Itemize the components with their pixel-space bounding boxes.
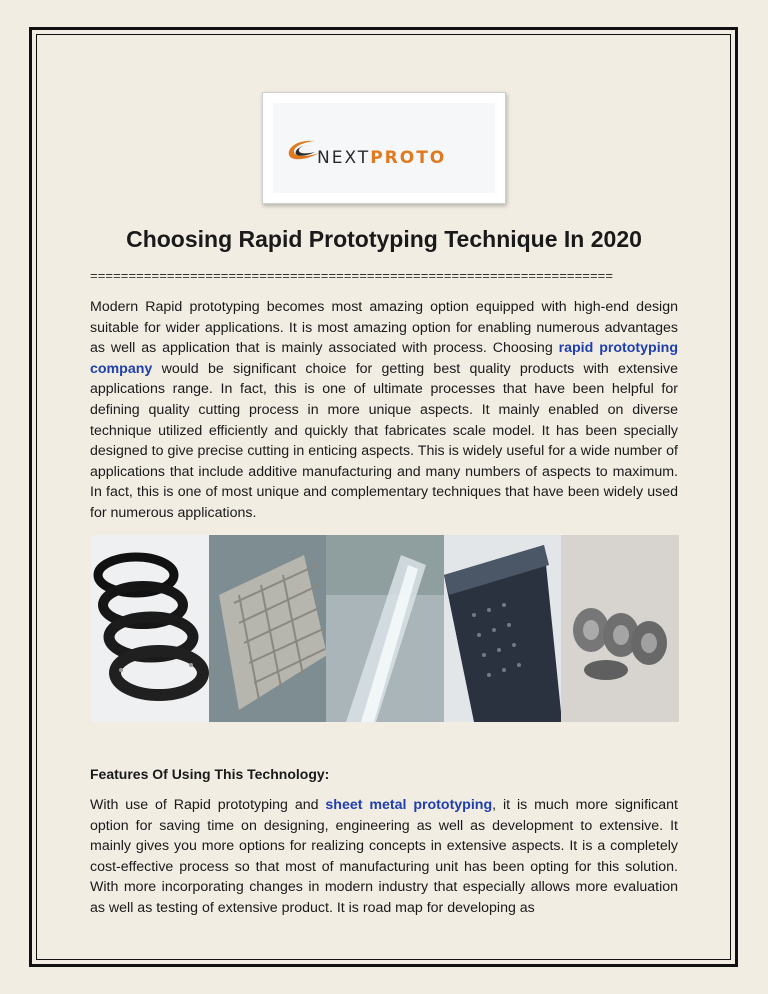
logo-wordmark bbox=[317, 148, 446, 168]
features-text-a: With use of Rapid prototyping and bbox=[90, 797, 326, 813]
photo-gray-molded-parts bbox=[561, 535, 679, 722]
features-paragraph bbox=[90, 795, 678, 919]
company-logo bbox=[262, 92, 506, 204]
intro-paragraph bbox=[90, 297, 678, 524]
photo-metal-grid-plate bbox=[209, 535, 327, 722]
photo-clear-plastic-part bbox=[326, 535, 444, 722]
logo-proto-text: PROTO bbox=[370, 148, 447, 168]
photo-black-rings bbox=[91, 535, 209, 722]
logo-next-text: NEXT bbox=[317, 148, 371, 168]
intro-text-a: Modern Rapid prototyping becomes most amazing option equipped with high-end design suitable for wider applications. It is most amazing option for enabling numerous advantages as well as application that is mainly associated with process. Choosing bbox=[90, 299, 678, 357]
sheet-metal-prototyping-link[interactable]: sheet metal prototyping bbox=[325, 797, 493, 813]
photo-perforated-panel bbox=[444, 535, 562, 722]
features-text-b: , it is much more significant option for saving time on designing, engineering as well as development to extensive. It mainly gives you more options for realizing concepts in extensive aspects. It is a completely cost-effective process so that most of manufacturing unit has been opting for this solution. With more incorporating changes in modern industry that especially allows more evaluation as well as testing of extensive product. It is road map for developing as bbox=[90, 797, 678, 916]
rapid-prototyping-company-link[interactable]: rapid prototyping company bbox=[90, 340, 678, 377]
product-photo-strip bbox=[91, 535, 679, 722]
intro-text-b: would be significant choice for getting best quality products with extensive applications range. In fact, this is one of ultimate processes that have been helpful for defining quality cutting process in more unique aspects. It mainly enabled on diverse technique utilized efficiently and quickly that fabricates scale model. It has been specially designed to give precise cutting in enticing aspects. This is widely useful for a wide number of applications that include additive manufacturing and many numbers of aspects to maximum. In fact, this is one of most unique and complementary techniques that have been widely used for numerous applications. bbox=[90, 360, 678, 521]
logo-swoosh-icon bbox=[285, 137, 321, 165]
separator-line: ==================================================================== bbox=[90, 268, 614, 283]
page-title: Choosing Rapid Prototyping Technique In 2020 bbox=[126, 226, 642, 252]
features-heading: Features Of Using This Technology: bbox=[90, 766, 330, 782]
